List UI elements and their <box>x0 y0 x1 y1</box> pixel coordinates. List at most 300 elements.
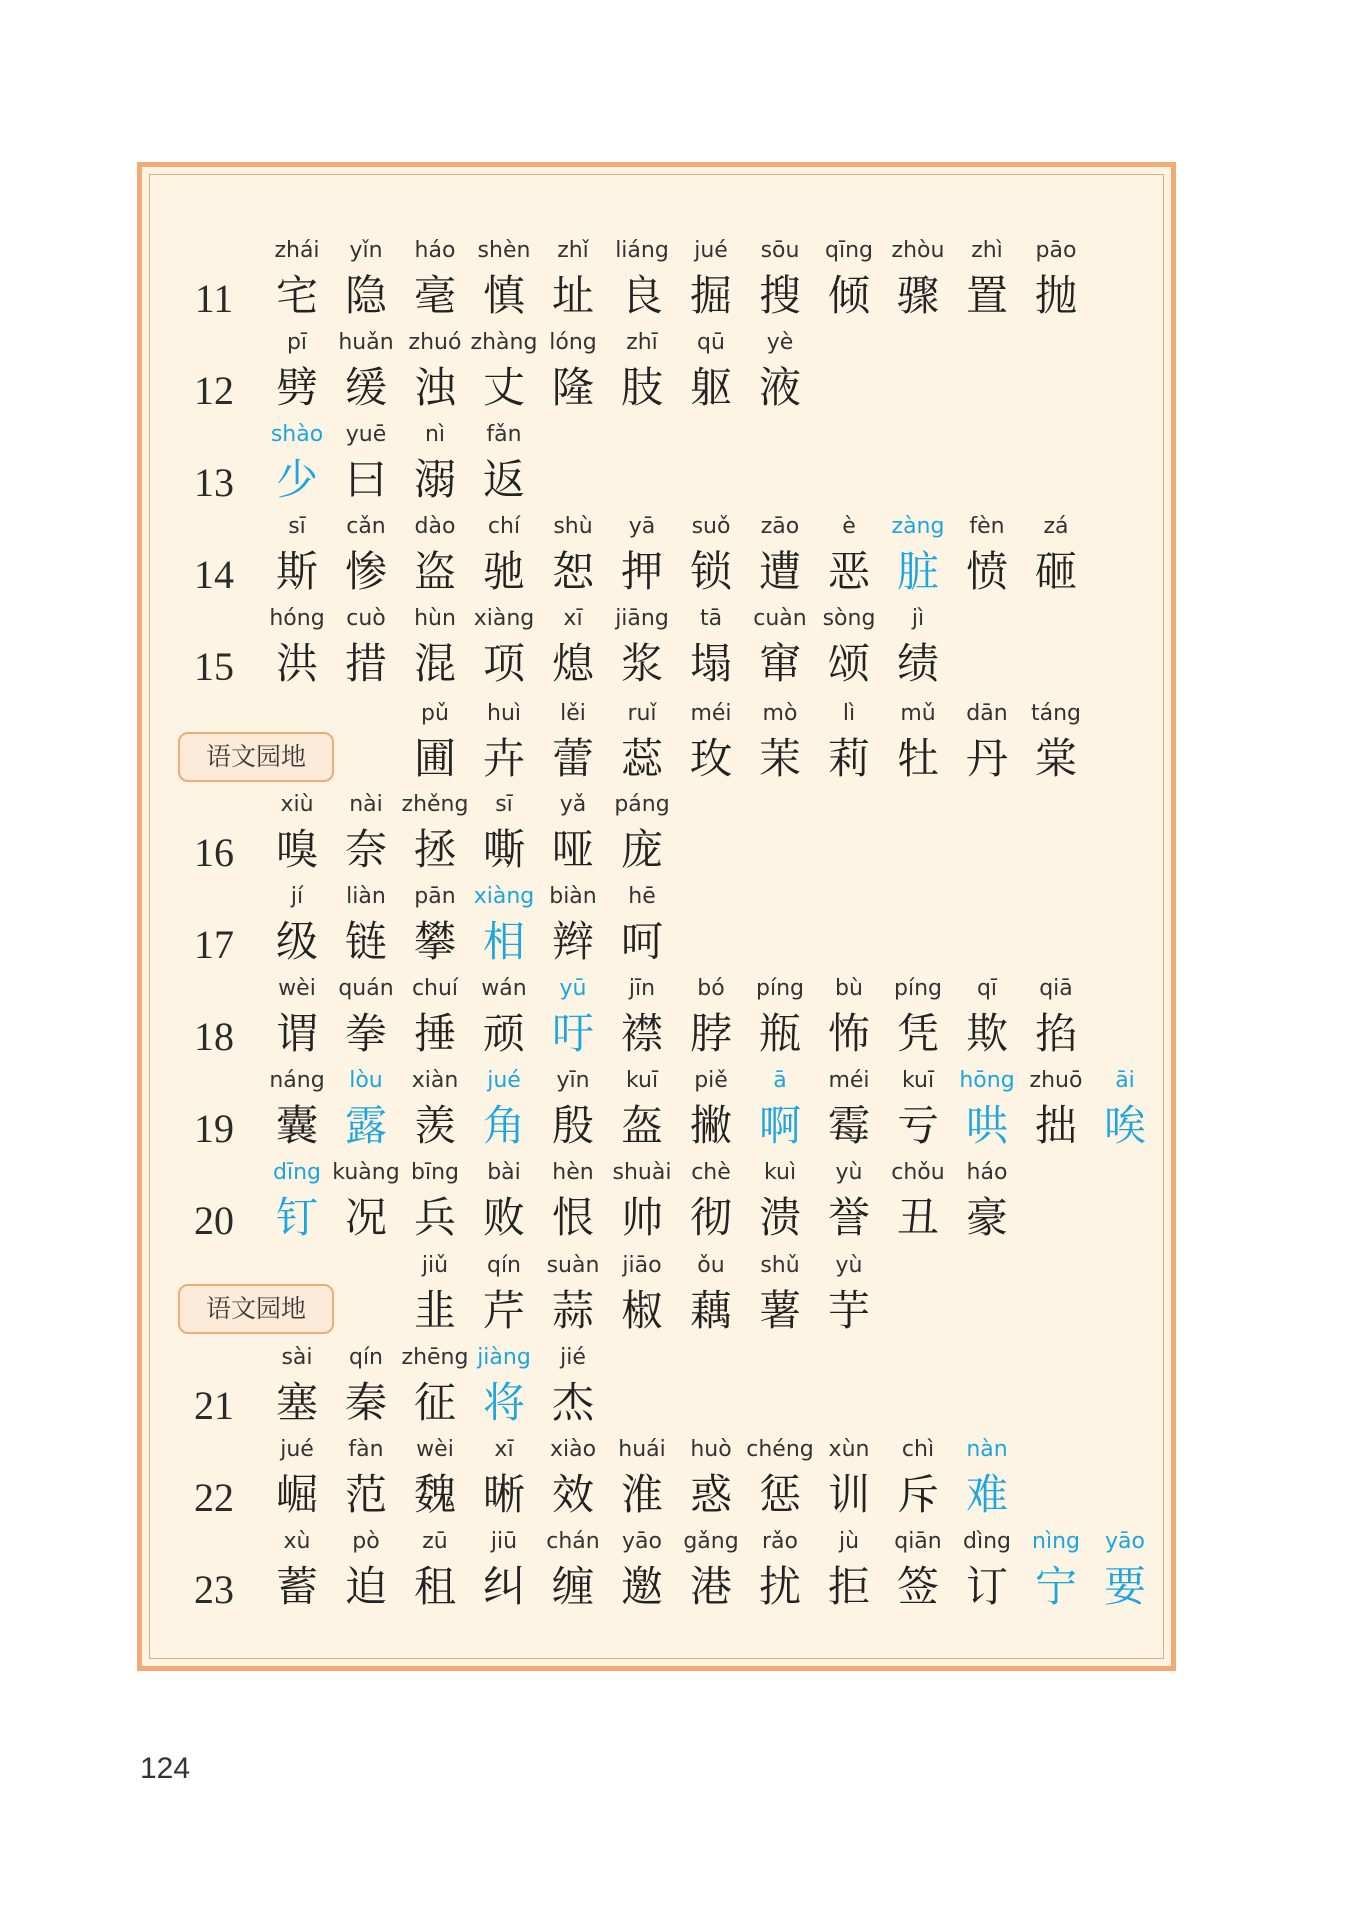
pinyin: cǎn <box>346 514 386 539</box>
lesson-number: 14 <box>194 552 234 597</box>
garden-row <box>142 698 1171 790</box>
hanzi: 嘶 <box>482 825 525 874</box>
pinyin: liàn <box>346 884 386 909</box>
pinyin: sài <box>281 1345 313 1370</box>
pinyin: bīng <box>411 1160 459 1185</box>
hanzi: 茉 <box>758 734 801 783</box>
pinyin: chè <box>691 1160 731 1185</box>
pinyin: zāo <box>760 514 800 539</box>
hanzi: 砸 <box>1034 547 1077 596</box>
pinyin: fèn <box>969 514 1005 539</box>
hanzi: 慎 <box>482 271 525 320</box>
pinyin: chán <box>546 1529 600 1554</box>
lesson-row <box>142 235 1171 327</box>
hanzi: 誉 <box>827 1193 870 1242</box>
hanzi: 搜 <box>758 271 801 320</box>
hanzi: 呵 <box>620 917 663 966</box>
pinyin: sī <box>495 792 513 817</box>
hanzi: 溃 <box>758 1193 801 1242</box>
hanzi: 玫 <box>689 734 732 783</box>
pinyin: qín <box>486 1253 522 1278</box>
hanzi: 要 <box>1103 1562 1146 1611</box>
hanzi: 链 <box>344 917 387 966</box>
pinyin: bù <box>835 976 863 1001</box>
pinyin: jiāo <box>622 1253 662 1278</box>
pinyin: táng <box>1030 701 1081 726</box>
hanzi: 缠 <box>551 1562 594 1611</box>
pinyin: jì <box>911 606 925 631</box>
hanzi: 拙 <box>1034 1101 1077 1150</box>
pinyin: huì <box>487 701 521 726</box>
lesson-row <box>142 1434 1171 1526</box>
hanzi: 订 <box>965 1562 1008 1611</box>
hanzi: 攀 <box>413 917 456 966</box>
pinyin: quán <box>338 976 394 1001</box>
hanzi: 莉 <box>827 734 870 783</box>
hanzi: 措 <box>344 639 387 688</box>
lesson-row <box>142 1526 1171 1618</box>
hanzi: 溺 <box>413 455 456 504</box>
vocab-character <box>953 1157 1021 1249</box>
hanzi: 蕊 <box>620 734 663 783</box>
pinyin: píng <box>756 976 804 1001</box>
hanzi: 抛 <box>1034 271 1077 320</box>
hanzi: 愤 <box>965 547 1008 596</box>
hanzi: 顽 <box>482 1009 525 1058</box>
pinyin: qī <box>976 976 998 1001</box>
hanzi: 亏 <box>896 1101 939 1150</box>
hanzi: 霉 <box>827 1101 870 1150</box>
pinyin: cuàn <box>753 606 807 631</box>
lesson-row <box>142 789 1171 881</box>
pinyin: zhǐ <box>557 238 589 263</box>
pinyin: bài <box>487 1160 521 1185</box>
pinyin: náng <box>269 1068 325 1093</box>
vocab-character <box>539 1342 607 1434</box>
hanzi: 况 <box>344 1193 387 1242</box>
pinyin: yǎ <box>559 792 587 817</box>
hanzi: 圃 <box>413 734 456 783</box>
pinyin: fàn <box>348 1437 384 1462</box>
lesson-rows <box>142 167 1171 1666</box>
pinyin: hùn <box>414 606 456 631</box>
pinyin: hōng <box>959 1068 1015 1093</box>
pinyin: méi <box>828 1068 870 1093</box>
hanzi: 辫 <box>551 917 594 966</box>
pinyin: pǔ <box>421 701 449 726</box>
hanzi: 露 <box>344 1101 387 1150</box>
lesson-row <box>142 419 1171 511</box>
pinyin: jué <box>280 1437 314 1462</box>
hanzi: 邀 <box>620 1562 663 1611</box>
pinyin: xiàng <box>473 606 535 631</box>
hanzi: 隐 <box>344 271 387 320</box>
hanzi: 晰 <box>482 1470 525 1519</box>
pinyin: háo <box>414 238 456 263</box>
hanzi: 啊 <box>758 1101 801 1150</box>
hanzi: 驰 <box>482 547 525 596</box>
pinyin: pò <box>352 1529 380 1554</box>
pinyin: zhuō <box>1029 1068 1083 1093</box>
pinyin: jiāng <box>615 606 669 631</box>
hanzi: 吁 <box>551 1009 594 1058</box>
pinyin: chuí <box>411 976 459 1001</box>
hanzi: 征 <box>413 1378 456 1427</box>
vocab-character <box>470 419 538 511</box>
hanzi: 殷 <box>551 1101 594 1150</box>
polyphone-character <box>1091 1065 1159 1157</box>
pinyin: jué <box>694 238 728 263</box>
hanzi: 签 <box>896 1562 939 1611</box>
lesson-number: 23 <box>194 1567 234 1612</box>
hanzi: 芹 <box>482 1286 525 1335</box>
vocab-character <box>1022 511 1090 603</box>
hanzi: 庞 <box>620 825 663 874</box>
pinyin: zá <box>1043 514 1069 539</box>
lesson-row <box>142 1065 1171 1157</box>
hanzi: 蒜 <box>551 1286 594 1335</box>
hanzi: 押 <box>620 547 663 596</box>
hanzi: 羡 <box>413 1101 456 1150</box>
hanzi: 囊 <box>275 1101 318 1150</box>
hanzi: 盔 <box>620 1101 663 1150</box>
hanzi: 恶 <box>827 547 870 596</box>
pinyin: hē <box>628 884 656 909</box>
pinyin: yā <box>628 514 656 539</box>
pinyin: zhuó <box>408 330 462 355</box>
hanzi: 惑 <box>689 1470 732 1519</box>
pinyin: liáng <box>615 238 669 263</box>
hanzi: 毫 <box>413 271 456 320</box>
lesson-number: 21 <box>194 1383 234 1428</box>
pinyin: shǔ <box>760 1253 800 1278</box>
hanzi: 凭 <box>896 1009 939 1058</box>
pinyin: xī <box>563 606 583 631</box>
lesson-number: 16 <box>194 830 234 875</box>
hanzi: 棠 <box>1034 734 1077 783</box>
pinyin: pāo <box>1035 238 1077 263</box>
hanzi: 怖 <box>827 1009 870 1058</box>
hanzi: 脖 <box>689 1009 732 1058</box>
hanzi: 惩 <box>758 1470 801 1519</box>
hanzi: 斥 <box>896 1470 939 1519</box>
hanzi: 掐 <box>1034 1009 1077 1058</box>
hanzi: 杰 <box>551 1378 594 1427</box>
hanzi: 瓶 <box>758 1009 801 1058</box>
hanzi: 丹 <box>965 734 1008 783</box>
hanzi: 项 <box>482 639 525 688</box>
hanzi: 窜 <box>758 639 801 688</box>
hanzi: 牡 <box>896 734 939 783</box>
hanzi: 哄 <box>965 1101 1008 1150</box>
pinyin: cuò <box>346 606 386 631</box>
vocab-character <box>815 1250 883 1342</box>
hanzi: 卉 <box>482 734 525 783</box>
pinyin: jí <box>290 884 304 909</box>
pinyin: háo <box>966 1160 1008 1185</box>
pinyin: jù <box>838 1529 860 1554</box>
hanzi: 唉 <box>1103 1101 1146 1150</box>
hanzi: 肢 <box>620 363 663 412</box>
garden-row <box>142 1250 1171 1342</box>
lesson-number: 20 <box>194 1198 234 1243</box>
lesson-row <box>142 1157 1171 1249</box>
pinyin: dān <box>966 701 1008 726</box>
hanzi: 拯 <box>413 825 456 874</box>
pinyin: shuài <box>612 1160 672 1185</box>
hanzi: 掘 <box>689 271 732 320</box>
hanzi: 角 <box>482 1101 525 1150</box>
lesson-number: 18 <box>194 1014 234 1059</box>
pinyin: qū <box>697 330 725 355</box>
lesson-row <box>142 881 1171 973</box>
pinyin: wèi <box>416 1437 454 1462</box>
pinyin: yuē <box>345 422 387 447</box>
pinyin: dào <box>414 514 456 539</box>
pinyin: qiā <box>1039 976 1073 1001</box>
pinyin: jiū <box>490 1529 518 1554</box>
hanzi: 置 <box>965 271 1008 320</box>
lesson-row <box>142 327 1171 419</box>
pinyin: jié <box>560 1345 586 1370</box>
hanzi: 隆 <box>551 363 594 412</box>
pinyin: nài <box>349 792 383 817</box>
hanzi: 将 <box>482 1378 525 1427</box>
pinyin: yū <box>559 976 587 1001</box>
hanzi: 韭 <box>413 1286 456 1335</box>
pinyin: jiǔ <box>421 1253 449 1278</box>
hanzi: 奈 <box>344 825 387 874</box>
hanzi: 液 <box>758 363 801 412</box>
hanzi: 斯 <box>275 547 318 596</box>
vocab-character <box>884 603 952 695</box>
vocab-character <box>1022 973 1090 1065</box>
hanzi: 恨 <box>551 1193 594 1242</box>
pinyin: piě <box>694 1068 728 1093</box>
hanzi: 绩 <box>896 639 939 688</box>
hanzi: 洪 <box>275 639 318 688</box>
lesson-number: 13 <box>194 460 234 505</box>
lesson-number: 17 <box>194 922 234 967</box>
pinyin: lěi <box>560 701 586 726</box>
pinyin: mǔ <box>900 701 936 726</box>
lesson-row <box>142 973 1171 1065</box>
hanzi: 蕾 <box>551 734 594 783</box>
pinyin: huái <box>618 1437 666 1462</box>
page-number: 124 <box>140 1752 191 1785</box>
pinyin: sōu <box>760 238 800 263</box>
pinyin: yǐn <box>349 238 383 263</box>
polyphone-character <box>1091 1526 1159 1618</box>
hanzi: 丑 <box>896 1193 939 1242</box>
pinyin: sòng <box>822 606 876 631</box>
pinyin: è <box>842 514 856 539</box>
hanzi: 迫 <box>344 1562 387 1611</box>
pinyin: yāo <box>622 1529 662 1554</box>
pinyin: xiàng <box>473 884 535 909</box>
hanzi: 魏 <box>413 1470 456 1519</box>
hanzi: 欺 <box>965 1009 1008 1058</box>
pinyin: zhī <box>626 330 658 355</box>
hanzi: 相 <box>482 917 525 966</box>
hanzi: 良 <box>620 271 663 320</box>
hanzi: 训 <box>827 1470 870 1519</box>
hanzi: 崛 <box>275 1470 318 1519</box>
hanzi: 襟 <box>620 1009 663 1058</box>
pinyin: chǒu <box>891 1160 945 1185</box>
pinyin: zhēng <box>401 1345 469 1370</box>
pinyin: bó <box>697 976 725 1001</box>
pinyin: kuàng <box>332 1160 400 1185</box>
pinyin: huǎn <box>338 330 394 355</box>
hanzi: 效 <box>551 1470 594 1519</box>
hanzi: 混 <box>413 639 456 688</box>
pinyin: xī <box>494 1437 514 1462</box>
pinyin: nàn <box>966 1437 1008 1462</box>
vocab-character <box>608 881 676 973</box>
hanzi: 缓 <box>344 363 387 412</box>
pinyin: chí <box>487 514 521 539</box>
pinyin: fǎn <box>486 422 522 447</box>
pinyin: zhòu <box>891 238 945 263</box>
garden-badge: 语文园地 <box>178 1284 334 1334</box>
hanzi: 租 <box>413 1562 456 1611</box>
hanzi: 撇 <box>689 1101 732 1150</box>
hanzi: 浊 <box>413 363 456 412</box>
pinyin: kuī <box>625 1068 659 1093</box>
hanzi: 少 <box>275 455 318 504</box>
pinyin: yù <box>835 1253 863 1278</box>
pinyin: pī <box>286 330 308 355</box>
hanzi: 颂 <box>827 639 870 688</box>
pinyin: yīn <box>556 1068 590 1093</box>
pinyin: shào <box>270 422 324 447</box>
lesson-row <box>142 603 1171 695</box>
hanzi: 彻 <box>689 1193 732 1242</box>
pinyin: biàn <box>549 884 597 909</box>
hanzi: 钉 <box>275 1193 318 1242</box>
pinyin: qiān <box>894 1529 942 1554</box>
hanzi: 扰 <box>758 1562 801 1611</box>
hanzi: 兵 <box>413 1193 456 1242</box>
hanzi: 遭 <box>758 547 801 596</box>
pinyin: zhěng <box>401 792 469 817</box>
hanzi: 丈 <box>482 363 525 412</box>
pinyin: shèn <box>477 238 531 263</box>
hanzi: 躯 <box>689 363 732 412</box>
hanzi: 骤 <box>896 271 939 320</box>
pinyin: chéng <box>746 1437 814 1462</box>
pinyin: kuī <box>901 1068 935 1093</box>
pinyin: yāo <box>1105 1529 1145 1554</box>
hanzi: 脏 <box>896 547 939 596</box>
vocab-character <box>608 789 676 881</box>
pinyin: dīng <box>273 1160 321 1185</box>
pinyin: lóng <box>549 330 597 355</box>
pinyin: huò <box>690 1437 732 1462</box>
garden-badge: 语文园地 <box>178 732 334 782</box>
vocabulary-frame <box>137 162 1176 1671</box>
hanzi: 椒 <box>620 1286 663 1335</box>
vocab-character <box>1022 698 1090 790</box>
pinyin: wèi <box>278 976 316 1001</box>
pinyin: shù <box>553 514 593 539</box>
pinyin: chì <box>901 1437 935 1462</box>
pinyin: qīng <box>825 238 873 263</box>
hanzi: 淮 <box>620 1470 663 1519</box>
pinyin: hóng <box>269 606 325 631</box>
hanzi: 塞 <box>275 1378 318 1427</box>
pinyin: mò <box>762 701 798 726</box>
hanzi: 曰 <box>344 455 387 504</box>
pinyin: yù <box>835 1160 863 1185</box>
lesson-number: 22 <box>194 1475 234 1520</box>
hanzi: 薯 <box>758 1286 801 1335</box>
pinyin: jué <box>487 1068 521 1093</box>
hanzi: 宁 <box>1034 1562 1077 1611</box>
pinyin: zhái <box>274 238 320 263</box>
hanzi: 塌 <box>689 639 732 688</box>
pinyin: kuì <box>763 1160 797 1185</box>
hanzi: 拒 <box>827 1562 870 1611</box>
hanzi: 熄 <box>551 639 594 688</box>
pinyin: píng <box>894 976 942 1001</box>
pinyin: nì <box>424 422 446 447</box>
hanzi: 哑 <box>551 825 594 874</box>
vocab-character <box>1022 235 1090 327</box>
hanzi: 败 <box>482 1193 525 1242</box>
hanzi: 拳 <box>344 1009 387 1058</box>
pinyin: wán <box>481 976 527 1001</box>
hanzi: 纠 <box>482 1562 525 1611</box>
hanzi: 范 <box>344 1470 387 1519</box>
hanzi: 港 <box>689 1562 732 1611</box>
pinyin: lì <box>842 701 856 726</box>
hanzi: 倾 <box>827 271 870 320</box>
hanzi: 劈 <box>275 363 318 412</box>
pinyin: jīn <box>628 976 656 1001</box>
hanzi: 谓 <box>275 1009 318 1058</box>
hanzi: 盗 <box>413 547 456 596</box>
pinyin: ā <box>773 1068 787 1093</box>
pinyin: suàn <box>546 1253 600 1278</box>
lesson-number: 19 <box>194 1106 234 1151</box>
polyphone-character <box>953 1434 1021 1526</box>
hanzi: 秦 <box>344 1378 387 1427</box>
hanzi: 帅 <box>620 1193 663 1242</box>
hanzi: 恕 <box>551 547 594 596</box>
pinyin: āi <box>1115 1068 1135 1093</box>
pinyin: jiàng <box>477 1345 531 1370</box>
pinyin: zū <box>422 1529 448 1554</box>
pinyin: xù <box>283 1529 311 1554</box>
pinyin: xiàn <box>411 1068 459 1093</box>
pinyin: pān <box>414 884 456 909</box>
hanzi: 嗅 <box>275 825 318 874</box>
hanzi: 级 <box>275 917 318 966</box>
pinyin: méi <box>690 701 732 726</box>
hanzi: 难 <box>965 1470 1008 1519</box>
hanzi: 浆 <box>620 639 663 688</box>
pinyin: tā <box>699 606 723 631</box>
pinyin: lòu <box>349 1068 383 1093</box>
hanzi: 蓄 <box>275 1562 318 1611</box>
hanzi: 返 <box>482 455 525 504</box>
lesson-number: 15 <box>194 644 234 689</box>
pinyin: rǎo <box>762 1529 798 1554</box>
pinyin: zhàng <box>470 330 538 355</box>
pinyin: hèn <box>552 1160 594 1185</box>
